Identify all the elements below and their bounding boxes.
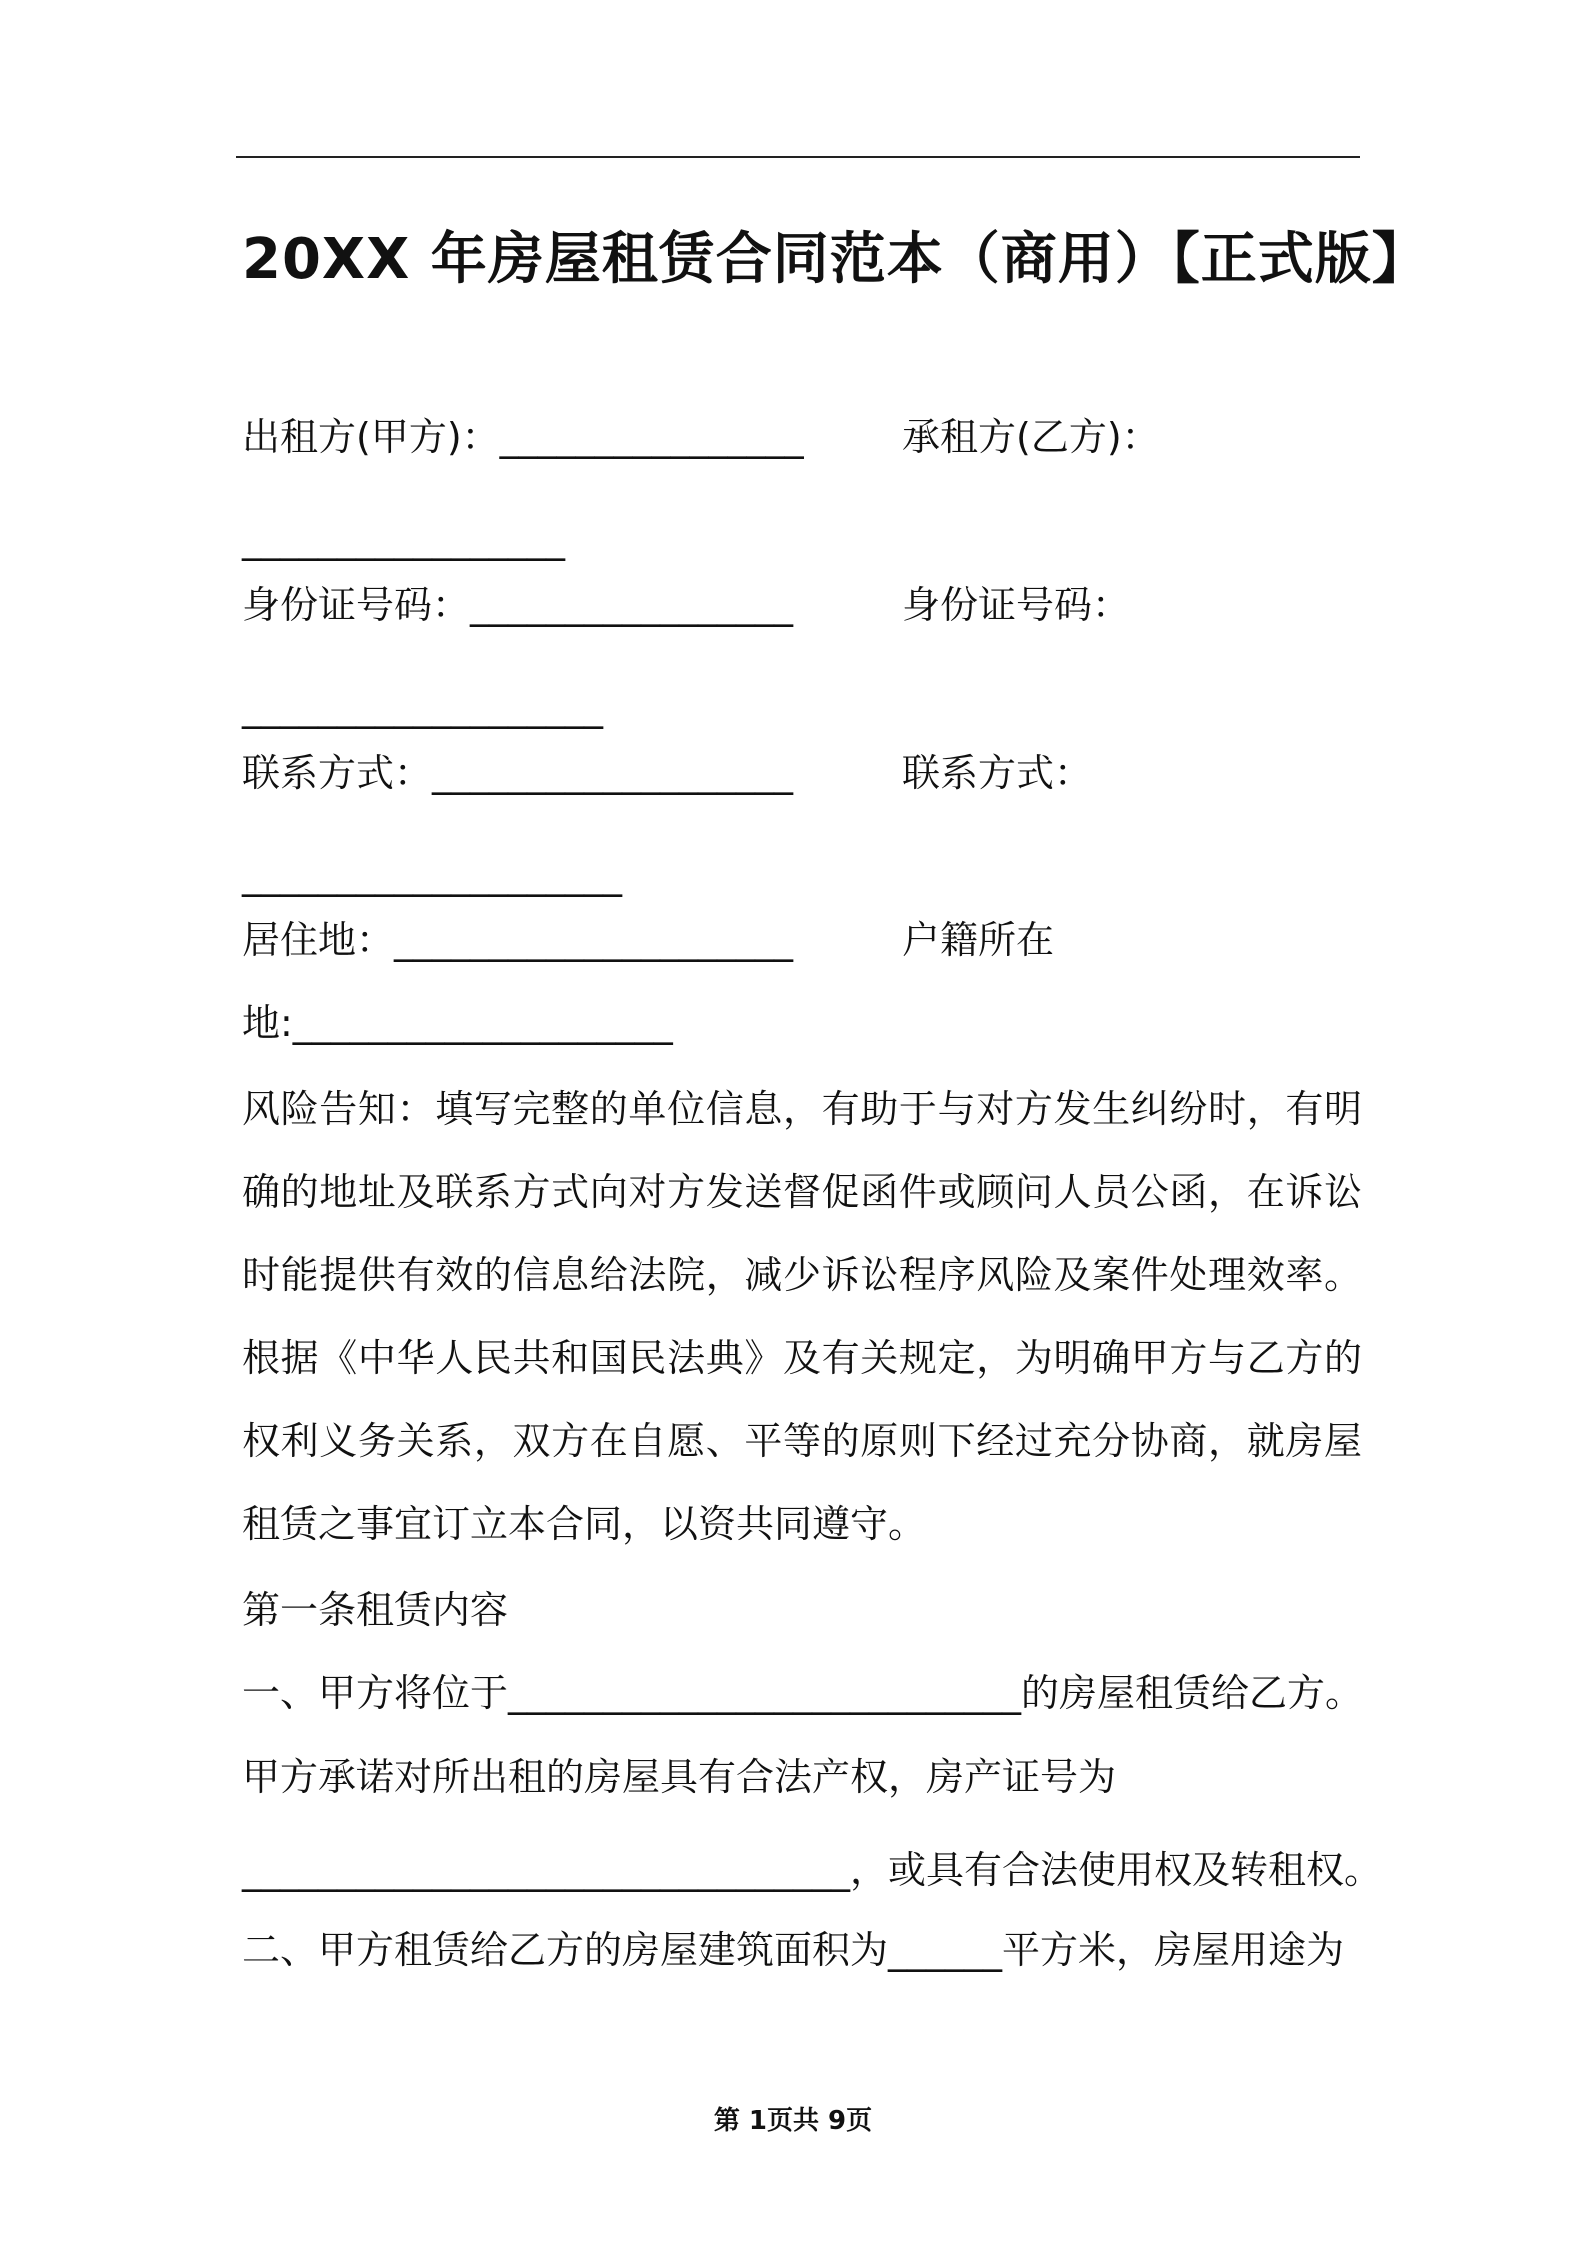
lessor-field: 出租方(甲方)：________________	[242, 415, 804, 459]
household-field-cont: 地:____________________	[242, 1001, 673, 1045]
contact-b: 联系方式：	[902, 751, 1093, 795]
lessee-blank: _________________	[242, 517, 565, 561]
household-field: 户籍所在	[902, 918, 1055, 962]
lessee-field: 承租方(乙方)：	[902, 415, 1160, 459]
clause-1: 一、甲方将位于___________________________的房屋租赁给乙方。	[242, 1671, 1364, 1715]
id-number-b-blank: ___________________	[242, 685, 603, 729]
id-number-b: 身份证号码：	[902, 583, 1131, 627]
document-title: 20XX 年房屋租赁合同范本（商用）【正式版】	[242, 227, 1429, 292]
risk-notice: 风险告知：填写完整的单位信息，有助于与对方发生纠纷时，有明确的地址及联系方式向对方发送督促函件或顾问人员公函，在诉讼时能提供有效的信息给法院，减少诉讼程序风险及案件处理效率。根据《中华人民共和国民法典》及有关规定，为明确甲方与乙方的权利义务关系，双方在自愿、平等的原则下经过充分协商，就房屋租赁之事宜订立本合同，以资共同遵守。	[242, 1087, 1362, 1546]
residence-field: 居住地：_____________________	[242, 918, 794, 962]
page-number: 第 1页共 9页	[713, 2106, 873, 2136]
clause-1-b: 甲方承诺对所出租的房屋具有合法产权，房产证号为	[242, 1755, 1117, 1799]
contact-b-blank: ____________________	[242, 853, 622, 897]
clause-2: 二、甲方租赁给乙方的房屋建筑面积为______平方米，房屋用途为	[242, 1928, 1345, 1972]
header-rule	[236, 156, 1360, 158]
article-1-heading: 第一条租赁内容	[242, 1588, 509, 1632]
id-number-a: 身份证号码：_________________	[242, 583, 794, 627]
clause-1-c: ________________________________，或具有合法使用权及转租权。	[242, 1848, 1383, 1892]
contact-a: 联系方式：___________________	[242, 751, 794, 795]
